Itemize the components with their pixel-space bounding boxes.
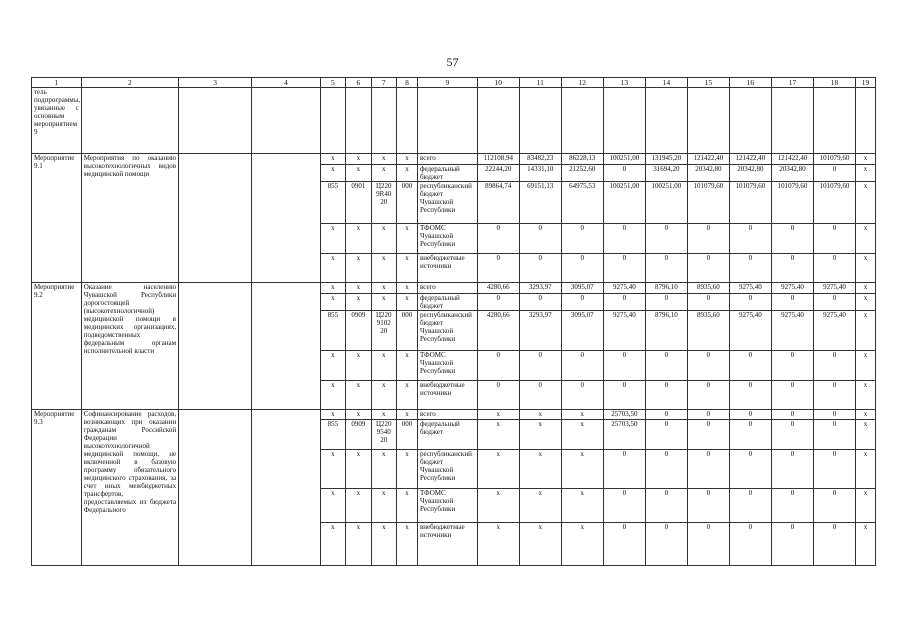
amount-cell: 0: [771, 254, 813, 283]
amount-cell: 4280,66: [477, 283, 519, 294]
empty-cell: [252, 88, 321, 154]
amount-cell: 0: [603, 254, 645, 283]
last-col-cell: x: [856, 450, 876, 489]
empty-cell: [561, 88, 603, 154]
amount-cell: x: [519, 489, 561, 523]
grbs-code: x: [320, 351, 345, 381]
amount-cell: x: [477, 523, 519, 566]
amount-cell: 0: [603, 381, 645, 410]
amount-cell: 0: [561, 294, 603, 311]
section-code: x: [346, 283, 371, 294]
section-code: x: [346, 165, 371, 182]
amount-cell: 0: [771, 351, 813, 381]
grbs-code: x: [320, 489, 345, 523]
empty-cell: [687, 88, 729, 154]
header-cell-5: 5: [320, 78, 345, 88]
last-col-cell: x: [856, 182, 876, 224]
amount-cell: 20342,80: [771, 165, 813, 182]
empty-cell: [729, 88, 771, 154]
amount-cell: 121422,40: [771, 154, 813, 165]
amount-cell: 14331,10: [519, 165, 561, 182]
funding-source: федеральный бюджет: [418, 165, 478, 182]
header-cell-1: 1: [32, 78, 82, 88]
amount-cell: 0: [729, 420, 771, 450]
funding-source: ТФОМС Чувашской Республики: [418, 351, 478, 381]
amount-cell: 0: [729, 381, 771, 410]
amount-cell: 0: [645, 381, 687, 410]
section-code: x: [346, 450, 371, 489]
amount-cell: x: [519, 420, 561, 450]
target-article-code: x: [371, 165, 396, 182]
amount-cell: x: [561, 523, 603, 566]
amount-cell: 101079,60: [687, 182, 729, 224]
amount-cell: 8935,60: [687, 311, 729, 351]
header-cell-15: 15: [687, 78, 729, 88]
target-article-code: x: [371, 283, 396, 294]
amount-cell: 131945,20: [645, 154, 687, 165]
grbs-code: x: [320, 224, 345, 254]
amount-cell: 0: [813, 165, 855, 182]
funding-source: внебюджетные источники: [418, 523, 478, 566]
header-cell-9: 9: [418, 78, 478, 88]
last-col-cell: x: [856, 165, 876, 182]
section-code: x: [346, 523, 371, 566]
amount-cell: 0: [687, 489, 729, 523]
grbs-code: x: [320, 294, 345, 311]
funding-source: республиканский бюджет Чувашской Республики: [418, 450, 478, 489]
header-cell-10: 10: [477, 78, 519, 88]
last-col-cell: x: [856, 154, 876, 165]
amount-cell: 0: [645, 523, 687, 566]
amount-cell: 0: [813, 450, 855, 489]
amount-cell: 0: [687, 381, 729, 410]
table-row: [32, 410, 876, 420]
intro-label: тель подпрограммы, увязанные с основным мероприятием 9: [32, 88, 82, 154]
amount-cell: 0: [813, 254, 855, 283]
amount-cell: 8796,10: [645, 311, 687, 351]
amount-cell: 9275,40: [729, 283, 771, 294]
empty-cell: [81, 88, 178, 154]
amount-cell: 0: [771, 294, 813, 311]
last-col-cell: x: [856, 523, 876, 566]
last-col-cell: x: [856, 381, 876, 410]
expense-type-code: x: [396, 154, 417, 165]
section-code: x: [346, 224, 371, 254]
amount-cell: 0: [687, 254, 729, 283]
expense-type-code: x: [396, 294, 417, 311]
measure-code: Мероприятие 9.3: [32, 410, 82, 566]
last-col-cell: x: [856, 224, 876, 254]
funding-source: ТФОМС Чувашской Республики: [418, 224, 478, 254]
target-article-code: x: [371, 450, 396, 489]
empty-cell: [856, 88, 876, 154]
amount-cell: 0: [603, 523, 645, 566]
amount-cell: 0: [603, 489, 645, 523]
empty-cell: [477, 88, 519, 154]
funding-source: внебюджетные источники: [418, 254, 478, 283]
amount-cell: 0: [519, 351, 561, 381]
amount-cell: 0: [729, 294, 771, 311]
amount-cell: 121422,40: [729, 154, 771, 165]
amount-cell: 0: [603, 351, 645, 381]
amount-cell: 21252,60: [561, 165, 603, 182]
section-code: x: [346, 254, 371, 283]
section-code: 0909: [346, 420, 371, 450]
amount-cell: 0: [645, 224, 687, 254]
empty-cell: [396, 88, 417, 154]
section-code: x: [346, 489, 371, 523]
empty-cell: [813, 88, 855, 154]
target-article-code: x: [371, 523, 396, 566]
amount-cell: x: [561, 410, 603, 420]
funding-source: республиканский бюджет Чувашской Республики: [418, 182, 478, 224]
amount-cell: 9275,40: [603, 311, 645, 351]
last-col-cell: x: [856, 410, 876, 420]
amount-cell: 0: [813, 381, 855, 410]
amount-cell: 3293,97: [519, 311, 561, 351]
measure-title: Оказание населению Чувашской Республики дорогостоящей (высокотехнологичной) медицинской помощи в медицинских организациях, подведомственных федеральным органам исполнительной власти: [81, 283, 178, 410]
header-cell-11: 11: [519, 78, 561, 88]
header-cell-14: 14: [645, 78, 687, 88]
amount-cell: x: [561, 489, 603, 523]
amount-cell: x: [477, 420, 519, 450]
amount-cell: 0: [729, 254, 771, 283]
expense-type-code: 000: [396, 311, 417, 351]
amount-cell: 69151,13: [519, 182, 561, 224]
responsible-cell: [179, 283, 252, 410]
target-article-code: Ц220 9R40 20: [371, 182, 396, 224]
target-article-code: x: [371, 224, 396, 254]
amount-cell: 0: [561, 351, 603, 381]
expense-type-code: 000: [396, 182, 417, 224]
section-code: x: [346, 381, 371, 410]
expense-type-code: x: [396, 450, 417, 489]
amount-cell: 0: [729, 489, 771, 523]
amount-cell: 0: [687, 351, 729, 381]
amount-cell: 0: [477, 351, 519, 381]
amount-cell: 0: [645, 450, 687, 489]
amount-cell: 83482,23: [519, 154, 561, 165]
amount-cell: 0: [645, 294, 687, 311]
measure-code: Мероприятие 9.1: [32, 154, 82, 283]
measure-code: Мероприятие 9.2: [32, 283, 82, 410]
amount-cell: x: [561, 450, 603, 489]
funding-source: ТФОМС Чувашской Республики: [418, 489, 478, 523]
last-col-cell: x: [856, 420, 876, 450]
grbs-code: x: [320, 381, 345, 410]
amount-cell: 64975,53: [561, 182, 603, 224]
amount-cell: 101079,60: [813, 154, 855, 165]
grbs-code: 855: [320, 311, 345, 351]
amount-cell: 8796,10: [645, 283, 687, 294]
amount-cell: 101079,60: [813, 182, 855, 224]
target-article-code: x: [371, 381, 396, 410]
grbs-code: x: [320, 154, 345, 165]
amount-cell: 0: [645, 254, 687, 283]
amount-cell: 0: [645, 420, 687, 450]
amount-cell: 22244,20: [477, 165, 519, 182]
expense-type-code: x: [396, 283, 417, 294]
amount-cell: 9275,40: [603, 283, 645, 294]
expense-type-code: x: [396, 224, 417, 254]
empty-cell: [603, 88, 645, 154]
amount-cell: x: [477, 450, 519, 489]
amount-cell: 101079,60: [771, 182, 813, 224]
header-cell-12: 12: [561, 78, 603, 88]
amount-cell: 0: [771, 224, 813, 254]
header-cell-17: 17: [771, 78, 813, 88]
section-code: x: [346, 154, 371, 165]
amount-cell: 0: [729, 351, 771, 381]
header-cell-7: 7: [371, 78, 396, 88]
funding-source: федеральный бюджет: [418, 294, 478, 311]
amount-cell: 0: [603, 294, 645, 311]
amount-cell: 0: [687, 450, 729, 489]
empty-cell: [645, 88, 687, 154]
amount-cell: 86228,13: [561, 154, 603, 165]
amount-cell: 8935,60: [687, 283, 729, 294]
amount-cell: 0: [645, 489, 687, 523]
amount-cell: x: [519, 450, 561, 489]
amount-cell: x: [561, 420, 603, 450]
header-cell-3: 3: [179, 78, 252, 88]
amount-cell: 0: [477, 294, 519, 311]
amount-cell: 0: [729, 224, 771, 254]
section-code: 0901: [346, 182, 371, 224]
grbs-code: 855: [320, 182, 345, 224]
amount-cell: 0: [813, 294, 855, 311]
amount-cell: 0: [813, 489, 855, 523]
amount-cell: 0: [519, 224, 561, 254]
empty-cell: [771, 88, 813, 154]
amount-cell: 4280,66: [477, 311, 519, 351]
section-code: x: [346, 294, 371, 311]
expense-type-code: x: [396, 165, 417, 182]
amount-cell: 20342,80: [687, 165, 729, 182]
grbs-code: x: [320, 165, 345, 182]
amount-cell: 3095,07: [561, 283, 603, 294]
amount-cell: 0: [729, 523, 771, 566]
last-col-cell: x: [856, 254, 876, 283]
target-article-code: x: [371, 254, 396, 283]
expense-type-code: x: [396, 381, 417, 410]
funding-source: внебюджетные источники: [418, 381, 478, 410]
amount-cell: 9275,40: [813, 283, 855, 294]
expense-type-code: x: [396, 489, 417, 523]
amount-cell: 0: [687, 224, 729, 254]
amount-cell: 0: [813, 420, 855, 450]
amount-cell: 0: [519, 381, 561, 410]
amount-cell: x: [519, 410, 561, 420]
funding-source: всего: [418, 283, 478, 294]
amount-cell: 0: [603, 224, 645, 254]
amount-cell: 0: [603, 450, 645, 489]
amount-cell: 0: [729, 410, 771, 420]
responsible-cell: [179, 154, 252, 283]
amount-cell: x: [477, 489, 519, 523]
empty-cell: [519, 88, 561, 154]
target-indicator-cell: [252, 410, 321, 566]
expense-type-code: x: [396, 410, 417, 420]
amount-cell: 100251,00: [603, 182, 645, 224]
amount-cell: 9275,40: [729, 311, 771, 351]
amount-cell: 3293,97: [519, 283, 561, 294]
amount-cell: 0: [771, 450, 813, 489]
target-article-code: Ц220 9540 20: [371, 420, 396, 450]
amount-cell: 100251,00: [603, 154, 645, 165]
amount-cell: 0: [519, 254, 561, 283]
grbs-code: 855: [320, 420, 345, 450]
funding-source: федеральный бюджет: [418, 420, 478, 450]
page-number: 57: [446, 55, 459, 69]
header-cell-18: 18: [813, 78, 855, 88]
target-article-code: x: [371, 410, 396, 420]
target-article-code: x: [371, 294, 396, 311]
amount-cell: 25703,50: [603, 420, 645, 450]
amount-cell: 0: [519, 294, 561, 311]
grbs-code: x: [320, 450, 345, 489]
section-code: x: [346, 410, 371, 420]
amount-cell: 0: [813, 351, 855, 381]
table-row: [32, 154, 876, 165]
amount-cell: 0: [561, 224, 603, 254]
header-row: [32, 78, 876, 88]
budget-table: [31, 77, 876, 566]
header-cell-16: 16: [729, 78, 771, 88]
last-col-cell: x: [856, 351, 876, 381]
amount-cell: 20342,80: [729, 165, 771, 182]
amount-cell: 0: [687, 523, 729, 566]
amount-cell: 0: [771, 381, 813, 410]
responsible-cell: [179, 410, 252, 566]
amount-cell: x: [477, 410, 519, 420]
amount-cell: 0: [645, 410, 687, 420]
measure-title: Софинансирование расходов, возникающих при оказании гражданам Российской Федерации высокотехнологичной медицинской помощи, не включенной в базовую программу обязательного медицинского страхования, за счет иных межбюджетных трансфертов, предоставляемых из бюджета Федерального: [81, 410, 178, 566]
last-col-cell: x: [856, 294, 876, 311]
expense-type-code: x: [396, 351, 417, 381]
amount-cell: 0: [729, 450, 771, 489]
expense-type-code: x: [396, 254, 417, 283]
amount-cell: 0: [645, 351, 687, 381]
grbs-code: x: [320, 523, 345, 566]
amount-cell: 0: [603, 165, 645, 182]
funding-source: всего: [418, 410, 478, 420]
amount-cell: 0: [561, 381, 603, 410]
target-article-code: x: [371, 489, 396, 523]
section-code: x: [346, 351, 371, 381]
section-code: 0909: [346, 311, 371, 351]
target-indicator-cell: [252, 283, 321, 410]
amount-cell: 0: [771, 420, 813, 450]
header-cell-6: 6: [346, 78, 371, 88]
empty-cell: [179, 88, 252, 154]
grbs-code: x: [320, 410, 345, 420]
expense-type-code: x: [396, 523, 417, 566]
last-col-cell: x: [856, 311, 876, 351]
amount-cell: 9275,40: [771, 311, 813, 351]
amount-cell: 0: [771, 410, 813, 420]
target-article-code: x: [371, 351, 396, 381]
table-row: [32, 283, 876, 294]
amount-cell: 0: [813, 410, 855, 420]
intro-row: [32, 88, 876, 154]
amount-cell: 3095,07: [561, 311, 603, 351]
target-article-code: Ц220 9102 20: [371, 311, 396, 351]
amount-cell: 0: [477, 381, 519, 410]
header-cell-4: 4: [252, 78, 321, 88]
empty-cell: [320, 88, 345, 154]
funding-source: республиканский бюджет Чувашской Республики: [418, 311, 478, 351]
target-indicator-cell: [252, 154, 321, 283]
grbs-code: x: [320, 254, 345, 283]
amount-cell: 0: [813, 224, 855, 254]
amount-cell: 0: [561, 254, 603, 283]
header-cell-13: 13: [603, 78, 645, 88]
empty-cell: [418, 88, 478, 154]
amount-cell: 0: [813, 523, 855, 566]
amount-cell: 0: [477, 254, 519, 283]
amount-cell: 0: [771, 523, 813, 566]
header-cell-19: 19: [856, 78, 876, 88]
expense-type-code: 000: [396, 420, 417, 450]
amount-cell: 0: [771, 489, 813, 523]
amount-cell: 100251,00: [645, 182, 687, 224]
amount-cell: 9275,40: [813, 311, 855, 351]
measure-title: Мероприятия по оказанию высокотехнологичных видов медицинской помощи: [81, 154, 178, 283]
target-article-code: x: [371, 154, 396, 165]
funding-source: всего: [418, 154, 478, 165]
amount-cell: 0: [687, 420, 729, 450]
amount-cell: 112108,94: [477, 154, 519, 165]
amount-cell: 101079,60: [729, 182, 771, 224]
header-cell-2: 2: [81, 78, 178, 88]
last-col-cell: x: [856, 283, 876, 294]
amount-cell: 0: [687, 294, 729, 311]
amount-cell: 0: [687, 410, 729, 420]
amount-cell: 25703,50: [603, 410, 645, 420]
amount-cell: 0: [477, 224, 519, 254]
empty-cell: [371, 88, 396, 154]
amount-cell: x: [519, 523, 561, 566]
amount-cell: 89864,74: [477, 182, 519, 224]
amount-cell: 31694,20: [645, 165, 687, 182]
grbs-code: x: [320, 283, 345, 294]
amount-cell: 121422,40: [687, 154, 729, 165]
empty-cell: [346, 88, 371, 154]
last-col-cell: x: [856, 489, 876, 523]
header-cell-8: 8: [396, 78, 417, 88]
amount-cell: 9275,40: [771, 283, 813, 294]
